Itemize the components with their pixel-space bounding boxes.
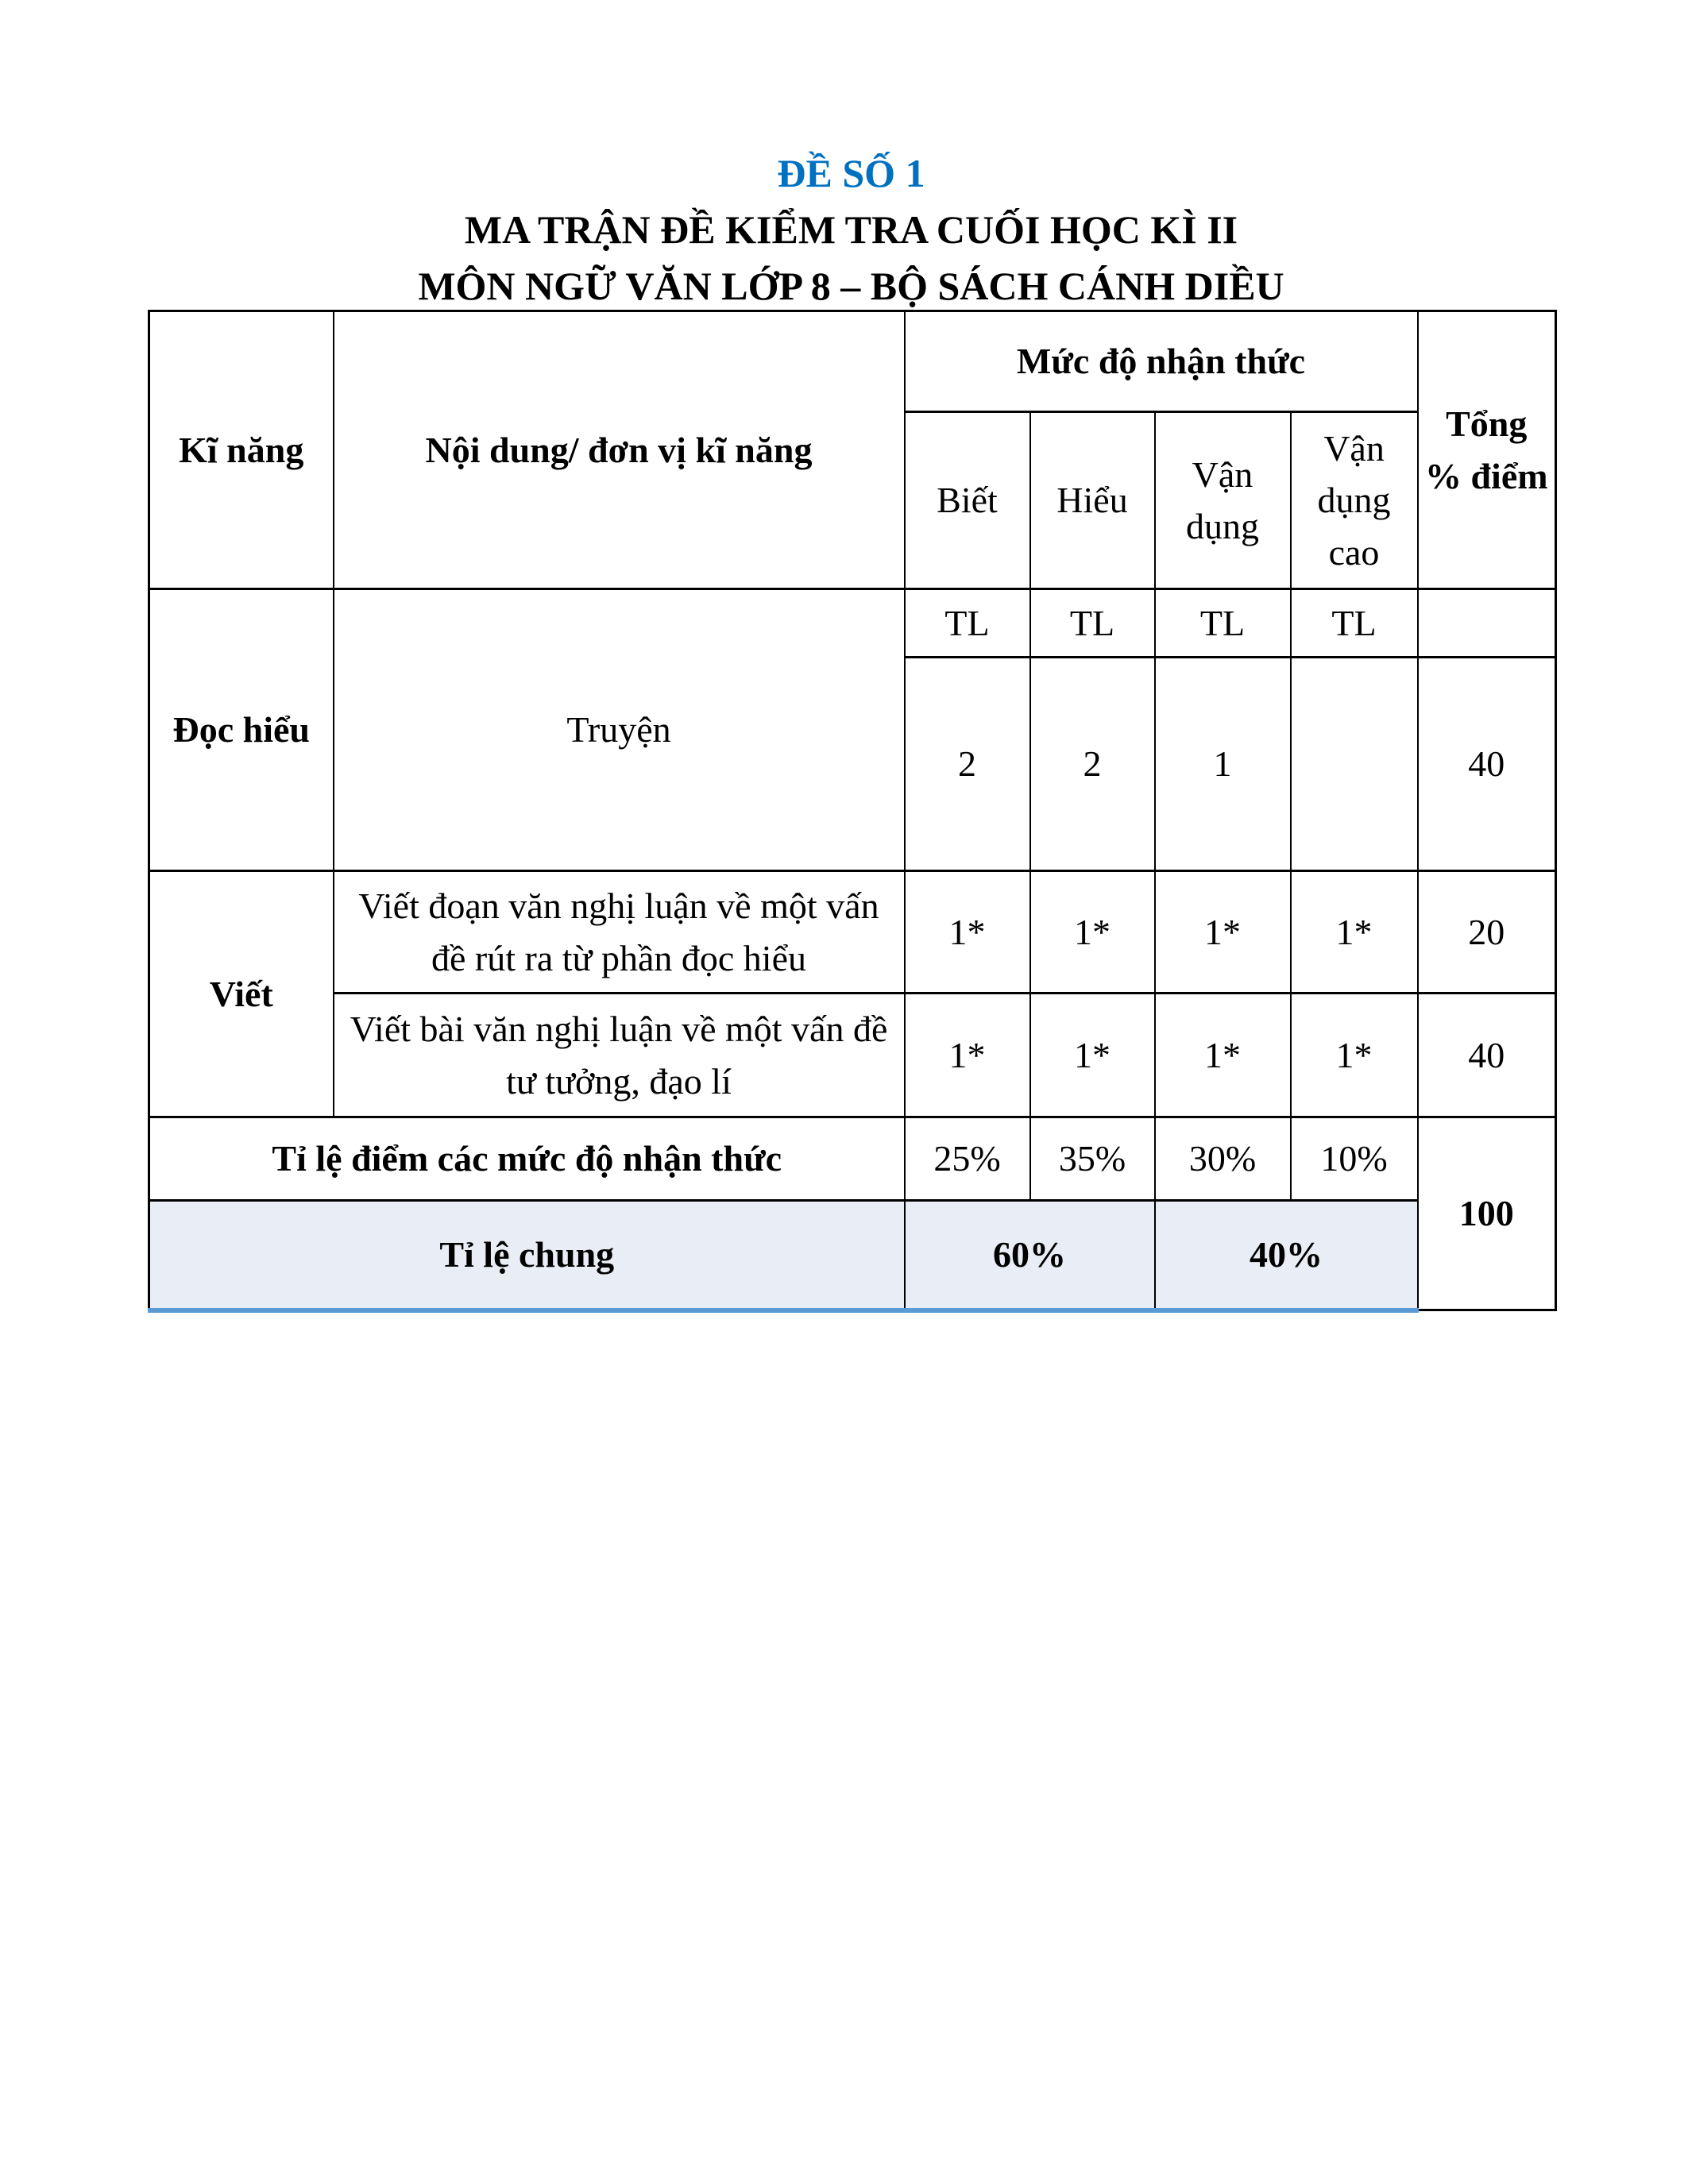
score-cell-van-dung: 1* [1155, 871, 1291, 994]
score-cell-van-dung-cao: 1* [1291, 871, 1418, 994]
total-cell-writing-1: 20 [1418, 871, 1556, 994]
header-cognition-levels: Mức độ nhận thức [905, 311, 1418, 412]
score-cell-van-dung-cao [1291, 658, 1418, 871]
score-cell-biet: 2 [905, 658, 1030, 871]
score-cell-hieu: 2 [1030, 658, 1155, 871]
content-cell-truyen: Truyện [334, 589, 905, 871]
format-cell-van-dung: TL [1155, 589, 1291, 658]
ratio-cell-van-dung-cao: 10% [1291, 1117, 1418, 1201]
writing-row-2 [149, 994, 1556, 1117]
page-title: ĐỀ SỐ 1 [777, 151, 925, 195]
heading-line-1: MA TRẬN ĐỀ KIỂM TRA CUỐI HỌC KÌ II [464, 207, 1238, 252]
score-cell-biet: 1* [905, 871, 1030, 994]
score-cell-hieu: 1* [1030, 994, 1155, 1117]
heading-line-2: MÔN NGỮ VĂN LỚP 8 – BỘ SÁCH CÁNH DIỀU [418, 264, 1284, 308]
header-total: Tổng % điểm [1418, 311, 1556, 589]
skill-cell-doc-hieu: Đọc hiểu [149, 589, 334, 871]
ratio-cell-hieu: 35% [1030, 1117, 1155, 1201]
score-cell-van-dung-cao: 1* [1291, 994, 1418, 1117]
header-content-unit: Nội dung/ đơn vị kĩ năng [334, 311, 905, 589]
title-block [148, 145, 1555, 314]
format-cell-van-dung-cao: TL [1291, 589, 1418, 658]
overall-label: Tỉ lệ chung [149, 1201, 905, 1310]
format-row [149, 589, 1556, 658]
header-skill: Kĩ năng [149, 311, 334, 589]
overall-row [149, 1201, 1556, 1310]
format-cell-total-empty [1418, 589, 1556, 658]
score-cell-biet: 1* [905, 994, 1030, 1117]
header-level-van-dung-cao: Vận dụng cao [1291, 412, 1418, 589]
format-cell-hieu: TL [1030, 589, 1155, 658]
header-level-biet: Biết [905, 412, 1030, 589]
exam-matrix-table [148, 310, 1557, 1313]
total-cell-writing-2: 40 [1418, 994, 1556, 1117]
format-cell-biet: TL [905, 589, 1030, 658]
skill-cell-viet: Viết [149, 871, 334, 1117]
ratio-cell-biet: 25% [905, 1117, 1030, 1201]
header-level-hieu: Hiểu [1030, 412, 1155, 589]
overall-40-cell: 40% [1155, 1201, 1418, 1310]
ratio-label: Tỉ lệ điểm các mức độ nhận thức [149, 1117, 905, 1201]
grand-total-cell: 100 [1418, 1117, 1556, 1310]
overall-60-cell: 60% [905, 1201, 1155, 1310]
ratio-cell-van-dung: 30% [1155, 1117, 1291, 1201]
score-cell-van-dung: 1 [1155, 658, 1291, 871]
content-cell-doan-van: Viết đoạn văn nghị luận về một vấn đề rút ra từ phần đọc hiểu [334, 871, 905, 994]
content-cell-bai-van: Viết bài văn nghị luận về một vấn đề tư tưởng, đạo lí [334, 994, 905, 1117]
score-cell-van-dung: 1* [1155, 994, 1291, 1117]
ratio-row [149, 1117, 1556, 1201]
total-cell-reading: 40 [1418, 658, 1556, 871]
header-level-van-dung: Vận dụng [1155, 412, 1291, 589]
writing-row-1 [149, 871, 1556, 994]
score-cell-hieu: 1* [1030, 871, 1155, 994]
header-row-1 [149, 311, 1556, 412]
